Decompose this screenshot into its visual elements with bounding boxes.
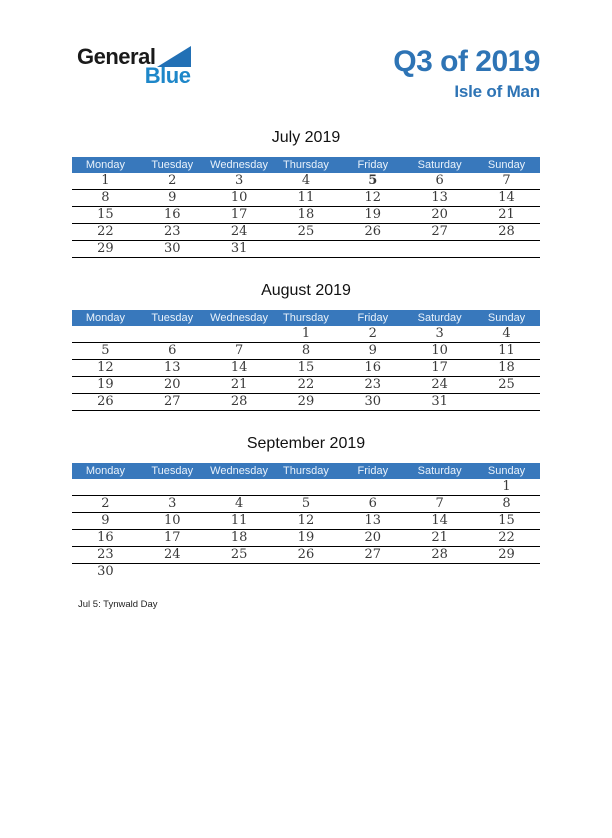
empty-day-cell [72,479,139,496]
day-cell: 1 [72,173,139,190]
day-cell: 12 [273,512,340,529]
general-blue-logo [72,46,191,87]
weekday-header: Monday [72,310,139,326]
day-cell: 2 [139,173,206,190]
day-cell: 10 [406,342,473,359]
day-cell: 3 [206,173,273,190]
week-row [72,563,540,580]
day-cell: 28 [473,223,540,240]
week-row [72,479,540,496]
day-cell: 25 [273,223,340,240]
day-cell: 6 [339,495,406,512]
month-calendar-table [72,463,540,580]
day-cell: 6 [406,173,473,190]
day-cell: 9 [72,512,139,529]
week-row [72,546,540,563]
day-cell: 23 [139,223,206,240]
week-row [72,342,540,359]
day-cell: 11 [473,342,540,359]
day-cell: 22 [72,223,139,240]
empty-day-cell [139,326,206,343]
day-cell: 23 [339,376,406,393]
week-row [72,512,540,529]
day-cell: 24 [206,223,273,240]
weekday-header: Thursday [273,463,340,479]
day-cell: 5 [339,173,406,190]
day-cell: 21 [473,206,540,223]
day-cell: 4 [473,326,540,343]
week-row [72,223,540,240]
empty-day-cell [273,240,340,257]
day-cell: 14 [473,189,540,206]
day-cell: 17 [139,529,206,546]
page-header [72,46,540,102]
empty-day-cell [339,563,406,580]
week-row [72,359,540,376]
day-cell: 27 [339,546,406,563]
day-cell: 31 [206,240,273,257]
day-cell: 14 [406,512,473,529]
empty-day-cell [339,479,406,496]
region-subtitle: Isle of Man [454,81,540,101]
empty-day-cell [406,240,473,257]
day-cell: 20 [139,376,206,393]
weekday-header: Saturday [406,157,473,173]
weekday-header: Friday [339,310,406,326]
empty-day-cell [473,240,540,257]
day-cell: 9 [139,189,206,206]
day-cell: 12 [72,359,139,376]
weekday-header: Saturday [406,310,473,326]
weekday-header: Monday [72,463,139,479]
logo-text-general: General [77,44,156,69]
day-cell: 11 [206,512,273,529]
weekday-header: Wednesday [206,310,273,326]
weekday-header: Sunday [473,310,540,326]
day-cell: 24 [139,546,206,563]
day-cell: 2 [72,495,139,512]
day-cell: 8 [473,495,540,512]
month-calendar-table [72,310,540,411]
month-section [72,435,540,580]
empty-day-cell [139,479,206,496]
weekday-header: Saturday [406,463,473,479]
day-cell: 17 [406,359,473,376]
empty-day-cell [273,479,340,496]
day-cell: 17 [206,206,273,223]
day-cell: 26 [72,393,139,410]
week-row [72,240,540,257]
week-row [72,189,540,206]
day-cell: 1 [273,326,340,343]
day-cell: 3 [139,495,206,512]
weekday-header: Friday [339,157,406,173]
empty-day-cell [273,563,340,580]
week-row [72,495,540,512]
day-cell: 19 [339,206,406,223]
month-section [72,282,540,411]
day-cell: 16 [72,529,139,546]
day-cell: 25 [206,546,273,563]
page [0,46,612,610]
week-row [72,173,540,190]
day-cell: 29 [473,546,540,563]
day-cell: 7 [473,173,540,190]
day-cell: 21 [206,376,273,393]
day-cell: 3 [406,326,473,343]
logo-text-blue: Blue [144,63,191,88]
week-row [72,529,540,546]
day-cell: 10 [206,189,273,206]
holiday-footnote: Jul 5: Tynwald Day [78,598,158,610]
day-cell: 13 [406,189,473,206]
day-cell: 1 [473,479,540,496]
day-cell: 30 [97,564,114,579]
weekday-header: Tuesday [139,463,206,479]
day-cell: 6 [139,342,206,359]
day-cell: 18 [206,529,273,546]
empty-day-cell [206,326,273,343]
weekday-header: Monday [72,157,139,173]
weekday-header-row [72,463,540,479]
day-cell: 23 [72,546,139,563]
weekday-header-row [72,310,540,326]
day-cell: 5 [273,495,340,512]
weekday-header: Thursday [273,310,340,326]
empty-day-cell [206,479,273,496]
week-row [72,326,540,343]
day-cell: 22 [473,529,540,546]
month-title: August 2019 [261,281,351,299]
day-cell: 15 [72,206,139,223]
day-cell: 8 [72,189,139,206]
month-title: July 2019 [271,128,341,146]
day-cell: 21 [406,529,473,546]
day-cell: 5 [72,342,139,359]
day-cell: 19 [273,529,340,546]
day-cell: 31 [406,393,473,410]
day-cell: 22 [273,376,340,393]
day-cell: 29 [273,393,340,410]
day-cell: 15 [473,512,540,529]
day-cell: 19 [72,376,139,393]
month-section [72,129,540,258]
empty-day-cell [206,563,273,580]
day-cell: 9 [339,342,406,359]
title-block [393,46,540,102]
weekday-header: Wednesday [206,157,273,173]
day-cell: 16 [339,359,406,376]
day-cell: 2 [339,326,406,343]
empty-day-cell [339,240,406,257]
day-cell: 4 [273,173,340,190]
weekday-header: Wednesday [206,463,273,479]
day-cell: 26 [273,546,340,563]
day-cell: 29 [72,240,139,257]
empty-day-cell [473,393,540,410]
day-cell: 27 [139,393,206,410]
weekday-header: Tuesday [139,157,206,173]
empty-day-cell [473,563,540,580]
empty-day-cell [72,326,139,343]
weekday-header: Thursday [273,157,340,173]
day-cell: 10 [139,512,206,529]
day-cell: 13 [339,512,406,529]
weekday-header-row [72,157,540,173]
day-cell: 27 [406,223,473,240]
weekday-header: Friday [339,463,406,479]
day-cell: 24 [406,376,473,393]
day-cell: 15 [273,359,340,376]
day-cell: 16 [139,206,206,223]
day-cell: 13 [139,359,206,376]
day-cell: 8 [273,342,340,359]
day-cell: 18 [473,359,540,376]
weekday-header: Sunday [473,463,540,479]
months [72,129,540,580]
empty-day-cell [406,479,473,496]
day-cell: 7 [206,342,273,359]
week-row [72,393,540,410]
week-row [72,206,540,223]
weekday-header: Tuesday [139,310,206,326]
day-cell: 11 [273,189,340,206]
weekday-header: Sunday [473,157,540,173]
day-cell: 25 [473,376,540,393]
week-row [72,376,540,393]
day-cell: 30 [339,393,406,410]
day-cell: 28 [206,393,273,410]
day-cell: 20 [339,529,406,546]
day-cell: 30 [139,240,206,257]
empty-day-cell [139,563,206,580]
day-cell: 4 [206,495,273,512]
day-cell: 26 [339,223,406,240]
quarter-title: Q3 of 2019 [393,45,540,78]
day-cell: 12 [339,189,406,206]
day-cell: 20 [406,206,473,223]
day-cell: 7 [406,495,473,512]
day-cell: 14 [206,359,273,376]
empty-day-cell [406,563,473,580]
day-cell: 18 [273,206,340,223]
day-cell: 28 [406,546,473,563]
month-title: September 2019 [246,434,366,452]
month-calendar-table [72,157,540,258]
